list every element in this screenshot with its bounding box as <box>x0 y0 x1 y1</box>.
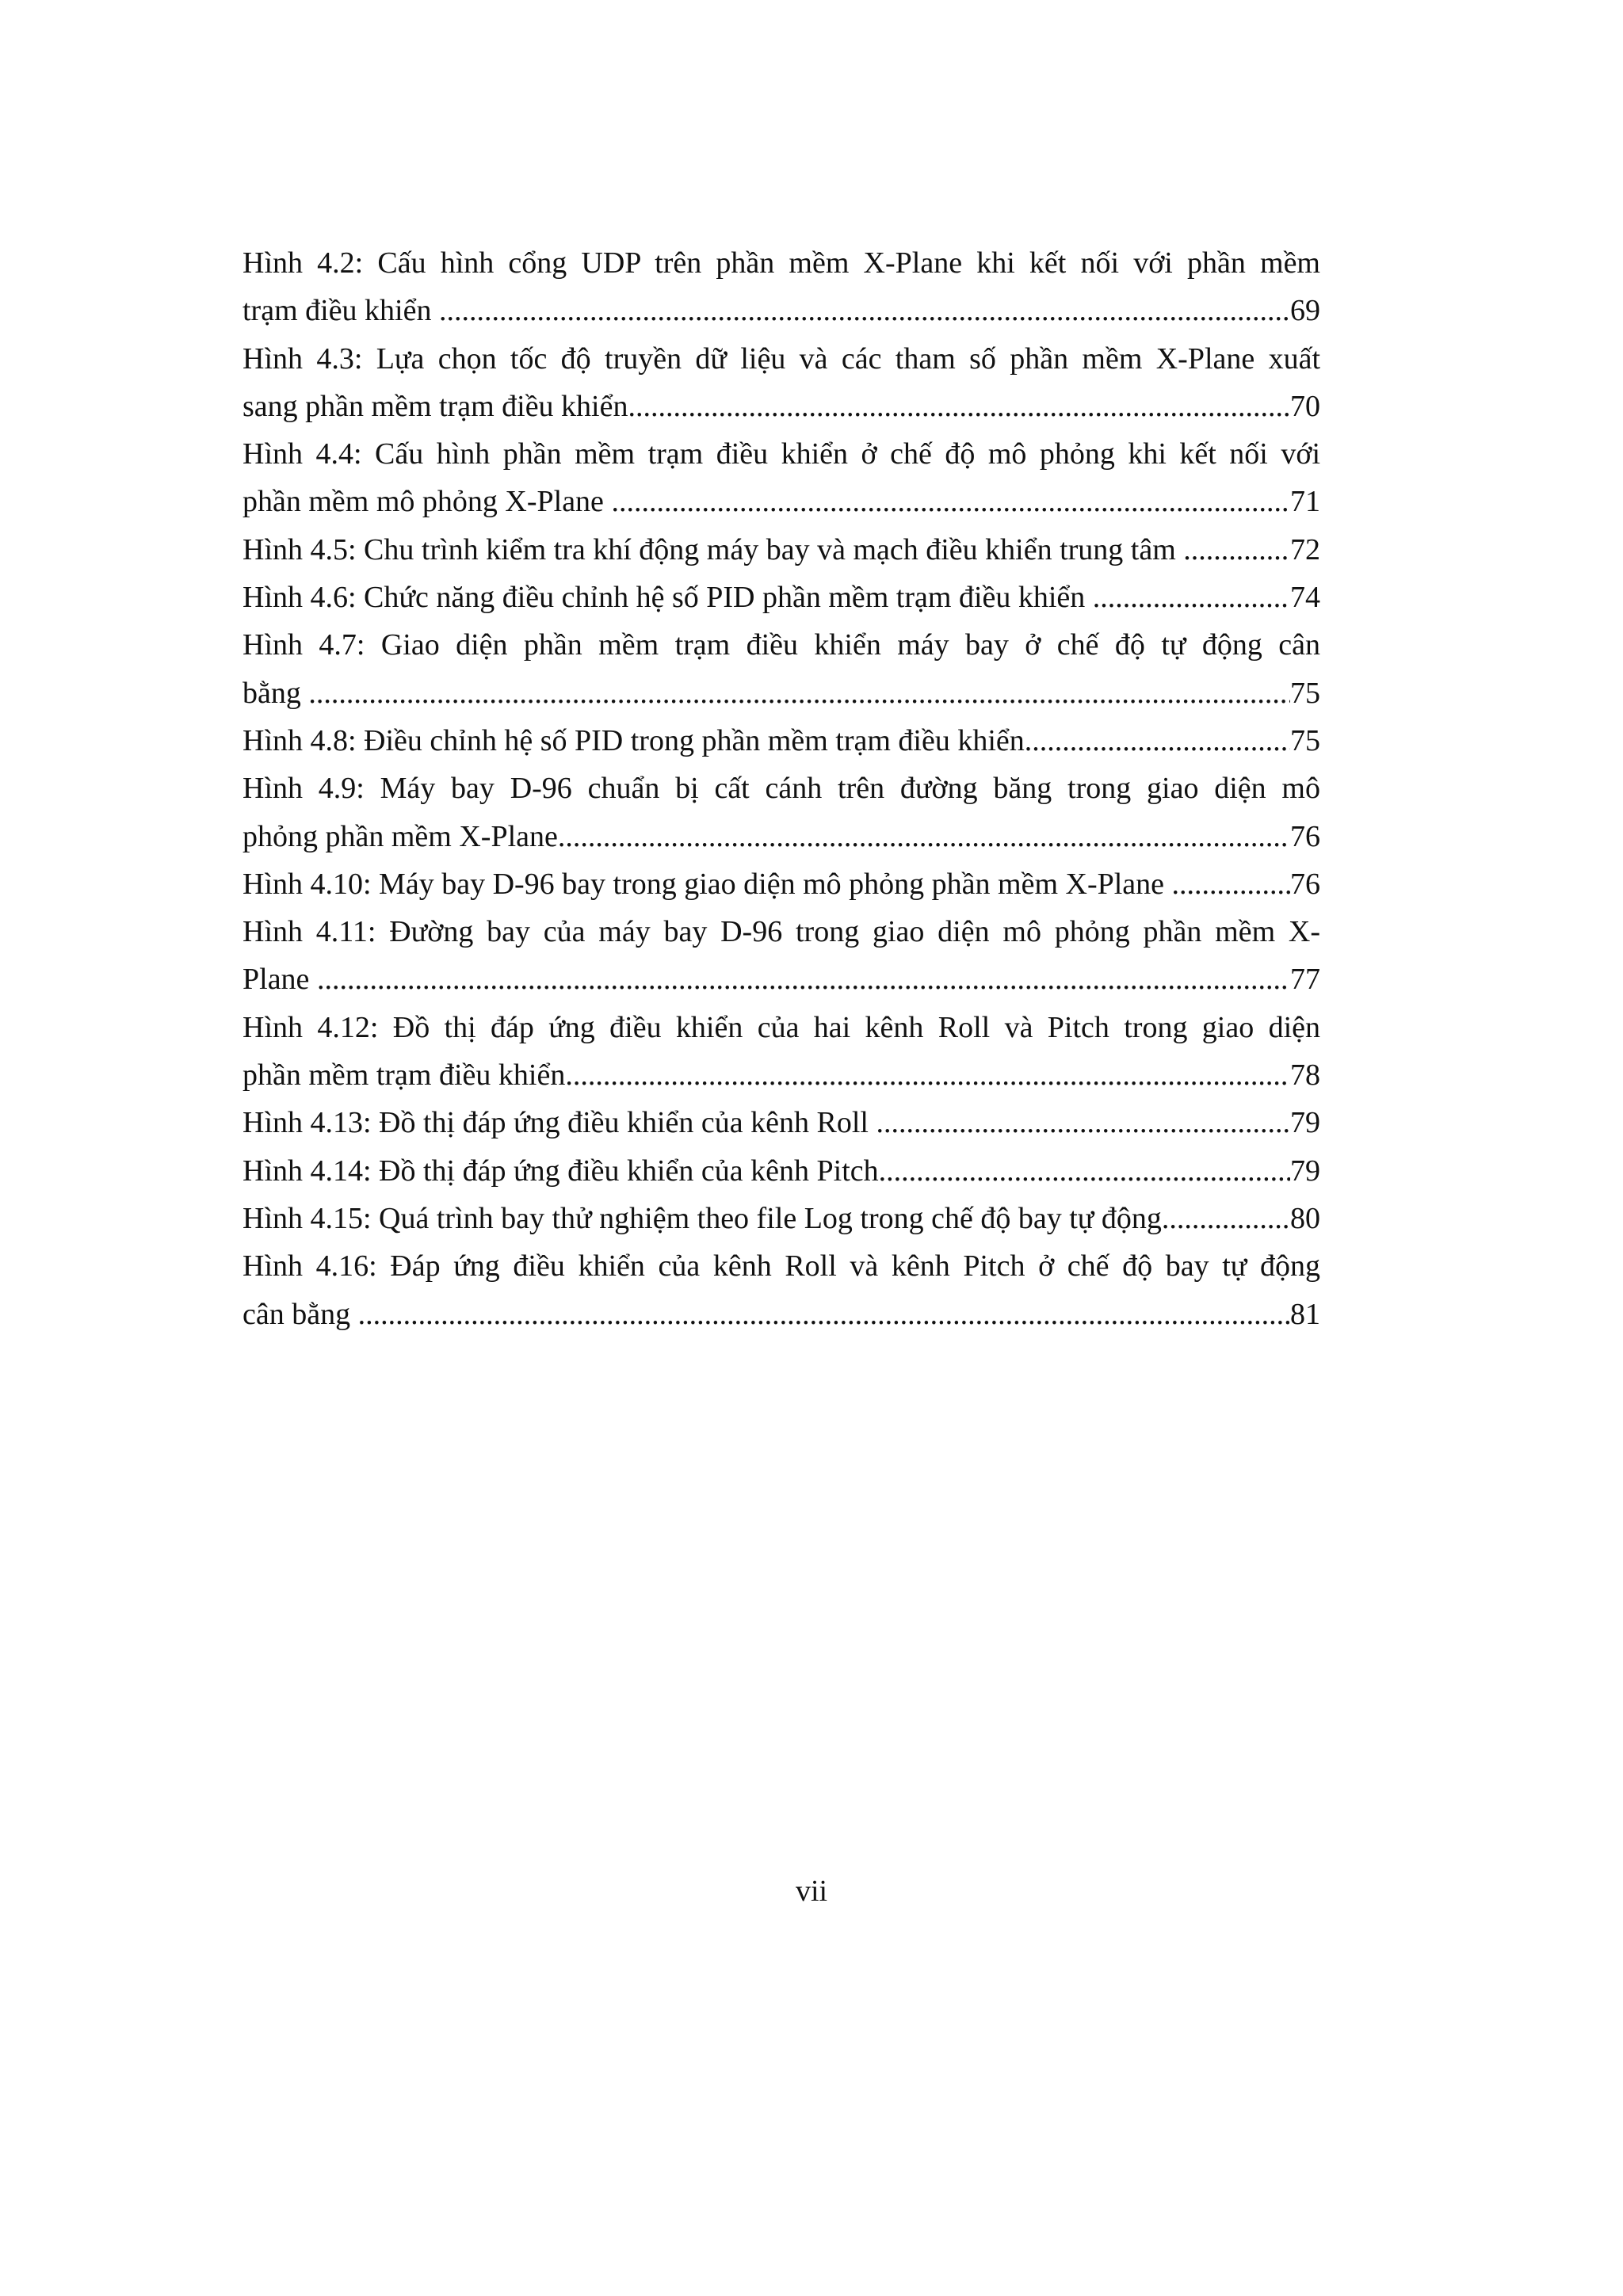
entry-title-line: Hình 4.3: Lựa chọn tốc độ truyền dữ liệu và các tham số phần mềm X-Plane xuất <box>242 341 1320 376</box>
entry-title-tail: phần mềm trạm điều khiển <box>242 1058 566 1093</box>
entry-page-number: 76 <box>1290 867 1320 901</box>
entry-last-line <box>242 669 1320 717</box>
dot-leader <box>611 478 1290 525</box>
dot-leader <box>876 1099 1290 1146</box>
entry-page-number: 81 <box>1290 1297 1320 1331</box>
entry-page-number: 71 <box>1290 485 1320 519</box>
entry-title-tail: phỏng phần mềm X-Plane <box>242 819 558 853</box>
toc-entry[interactable] <box>242 908 1320 1004</box>
entry-title-line: Hình 4.16: Đáp ứng điều khiển của kênh Roll và kênh Pitch ở chế độ bay tự động <box>242 1249 1320 1283</box>
dot-leader <box>308 669 1290 717</box>
entry-last-line <box>242 860 1320 908</box>
toc-entry[interactable] <box>242 335 1320 431</box>
entry-page-number: 79 <box>1290 1106 1320 1140</box>
toc-entry[interactable] <box>242 1099 1320 1146</box>
entry-page-number: 78 <box>1290 1058 1320 1093</box>
toc-entry[interactable] <box>242 574 1320 621</box>
entry-page-number: 76 <box>1290 819 1320 853</box>
entry-last-line <box>242 383 1320 430</box>
entry-title-tail: phần mềm mô phỏng X-Plane <box>242 485 612 519</box>
entry-title-tail: Hình 4.8: Điều chỉnh hệ số PID trong phần mềm trạm điều khiển <box>242 723 1025 757</box>
dot-leader <box>879 1147 1290 1195</box>
entry-title-tail: Hình 4.5: Chu trình kiểm tra khí động máy bay và mạch điều khiển trung tâm <box>242 532 1184 566</box>
toc-entry[interactable] <box>242 430 1320 526</box>
toc-entry[interactable] <box>242 239 1320 335</box>
dot-leader <box>558 813 1290 860</box>
entry-title-line: Hình 4.2: Cấu hình cổng UDP trên phần mềm X-Plane khi kết nối với phần mềm <box>242 246 1320 280</box>
entry-title-line: Hình 4.12: Đồ thị đáp ứng điều khiển của hai kênh Roll và Pitch trong giao diện <box>242 1010 1320 1044</box>
entry-last-line <box>242 717 1320 765</box>
entry-last-line <box>242 526 1320 574</box>
entry-title-tail: Hình 4.15: Quá trình bay thử nghiệm theo file Log trong chế độ bay tự động <box>242 1201 1162 1235</box>
entry-last-line <box>242 1051 1320 1099</box>
entry-last-line <box>242 574 1320 621</box>
entry-title-tail: bằng <box>242 676 309 710</box>
entry-title-tail: Plane <box>242 963 317 997</box>
dot-leader <box>628 383 1291 430</box>
toc-entry[interactable] <box>242 1195 1320 1242</box>
entry-title-line: Hình 4.7: Giao diện phần mềm trạm điều khiển máy bay ở chế độ tự động cân <box>242 628 1320 662</box>
entry-page-number: 80 <box>1290 1201 1320 1235</box>
entry-last-line <box>242 1195 1320 1242</box>
toc-entry[interactable] <box>242 1242 1320 1338</box>
entry-last-line <box>242 955 1320 1003</box>
entry-title-tail: Hình 4.14: Đồ thị đáp ứng điều khiển của kênh Pitch <box>242 1154 879 1188</box>
entry-page-number: 69 <box>1290 294 1320 328</box>
entry-title-tail: sang phần mềm trạm điều khiển <box>242 389 628 423</box>
dot-leader <box>439 287 1290 334</box>
entry-page-number: 79 <box>1290 1154 1320 1188</box>
entry-title-tail: cân bằng <box>242 1297 358 1331</box>
entry-page-number: 70 <box>1290 389 1320 423</box>
dot-leader <box>1093 574 1290 621</box>
entry-page-number: 74 <box>1290 581 1320 615</box>
entry-page-number: 75 <box>1290 676 1320 710</box>
entry-last-line <box>242 287 1320 334</box>
toc-entry[interactable] <box>242 860 1320 908</box>
dot-leader <box>358 1291 1290 1338</box>
list-of-figures <box>242 239 1320 1338</box>
dot-leader <box>1025 717 1290 765</box>
toc-entry[interactable] <box>242 1147 1320 1195</box>
entry-page-number: 77 <box>1290 963 1320 997</box>
entry-title-line: Hình 4.11: Đường bay của máy bay D-96 trong giao diện mô phỏng phần mềm X- <box>242 915 1320 949</box>
toc-entry[interactable] <box>242 765 1320 860</box>
entry-title-tail: Hình 4.10: Máy bay D-96 bay trong giao diện mô phỏng phần mềm X-Plane <box>242 867 1172 901</box>
entry-title-tail: Hình 4.6: Chức năng điều chỉnh hệ số PID phần mềm trạm điều khiển <box>242 581 1093 615</box>
entry-title-line: Hình 4.9: Máy bay D-96 chuẩn bị cất cánh trên đường băng trong giao diện mô <box>242 772 1320 806</box>
entry-last-line <box>242 1147 1320 1195</box>
toc-entry[interactable] <box>242 1004 1320 1100</box>
dot-leader <box>1183 526 1290 574</box>
entry-last-line <box>242 813 1320 860</box>
dot-leader <box>565 1051 1290 1099</box>
toc-entry[interactable] <box>242 717 1320 765</box>
dot-leader <box>317 955 1290 1003</box>
dot-leader <box>1162 1195 1290 1242</box>
entry-page-number: 72 <box>1290 532 1320 566</box>
entry-title-tail: trạm điều khiển <box>242 294 439 328</box>
entry-page-number: 75 <box>1290 723 1320 757</box>
toc-entry[interactable] <box>242 621 1320 717</box>
toc-entry[interactable] <box>242 526 1320 574</box>
dot-leader <box>1172 860 1290 908</box>
entry-last-line <box>242 1291 1320 1338</box>
entry-title-line: Hình 4.4: Cấu hình phần mềm trạm điều khiển ở chế độ mô phỏng khi kết nối với <box>242 437 1320 471</box>
page-number: vii <box>795 1875 828 1908</box>
entry-last-line <box>242 1099 1320 1146</box>
entry-last-line <box>242 478 1320 525</box>
entry-title-tail: Hình 4.13: Đồ thị đáp ứng điều khiển của kênh Roll <box>242 1106 876 1140</box>
